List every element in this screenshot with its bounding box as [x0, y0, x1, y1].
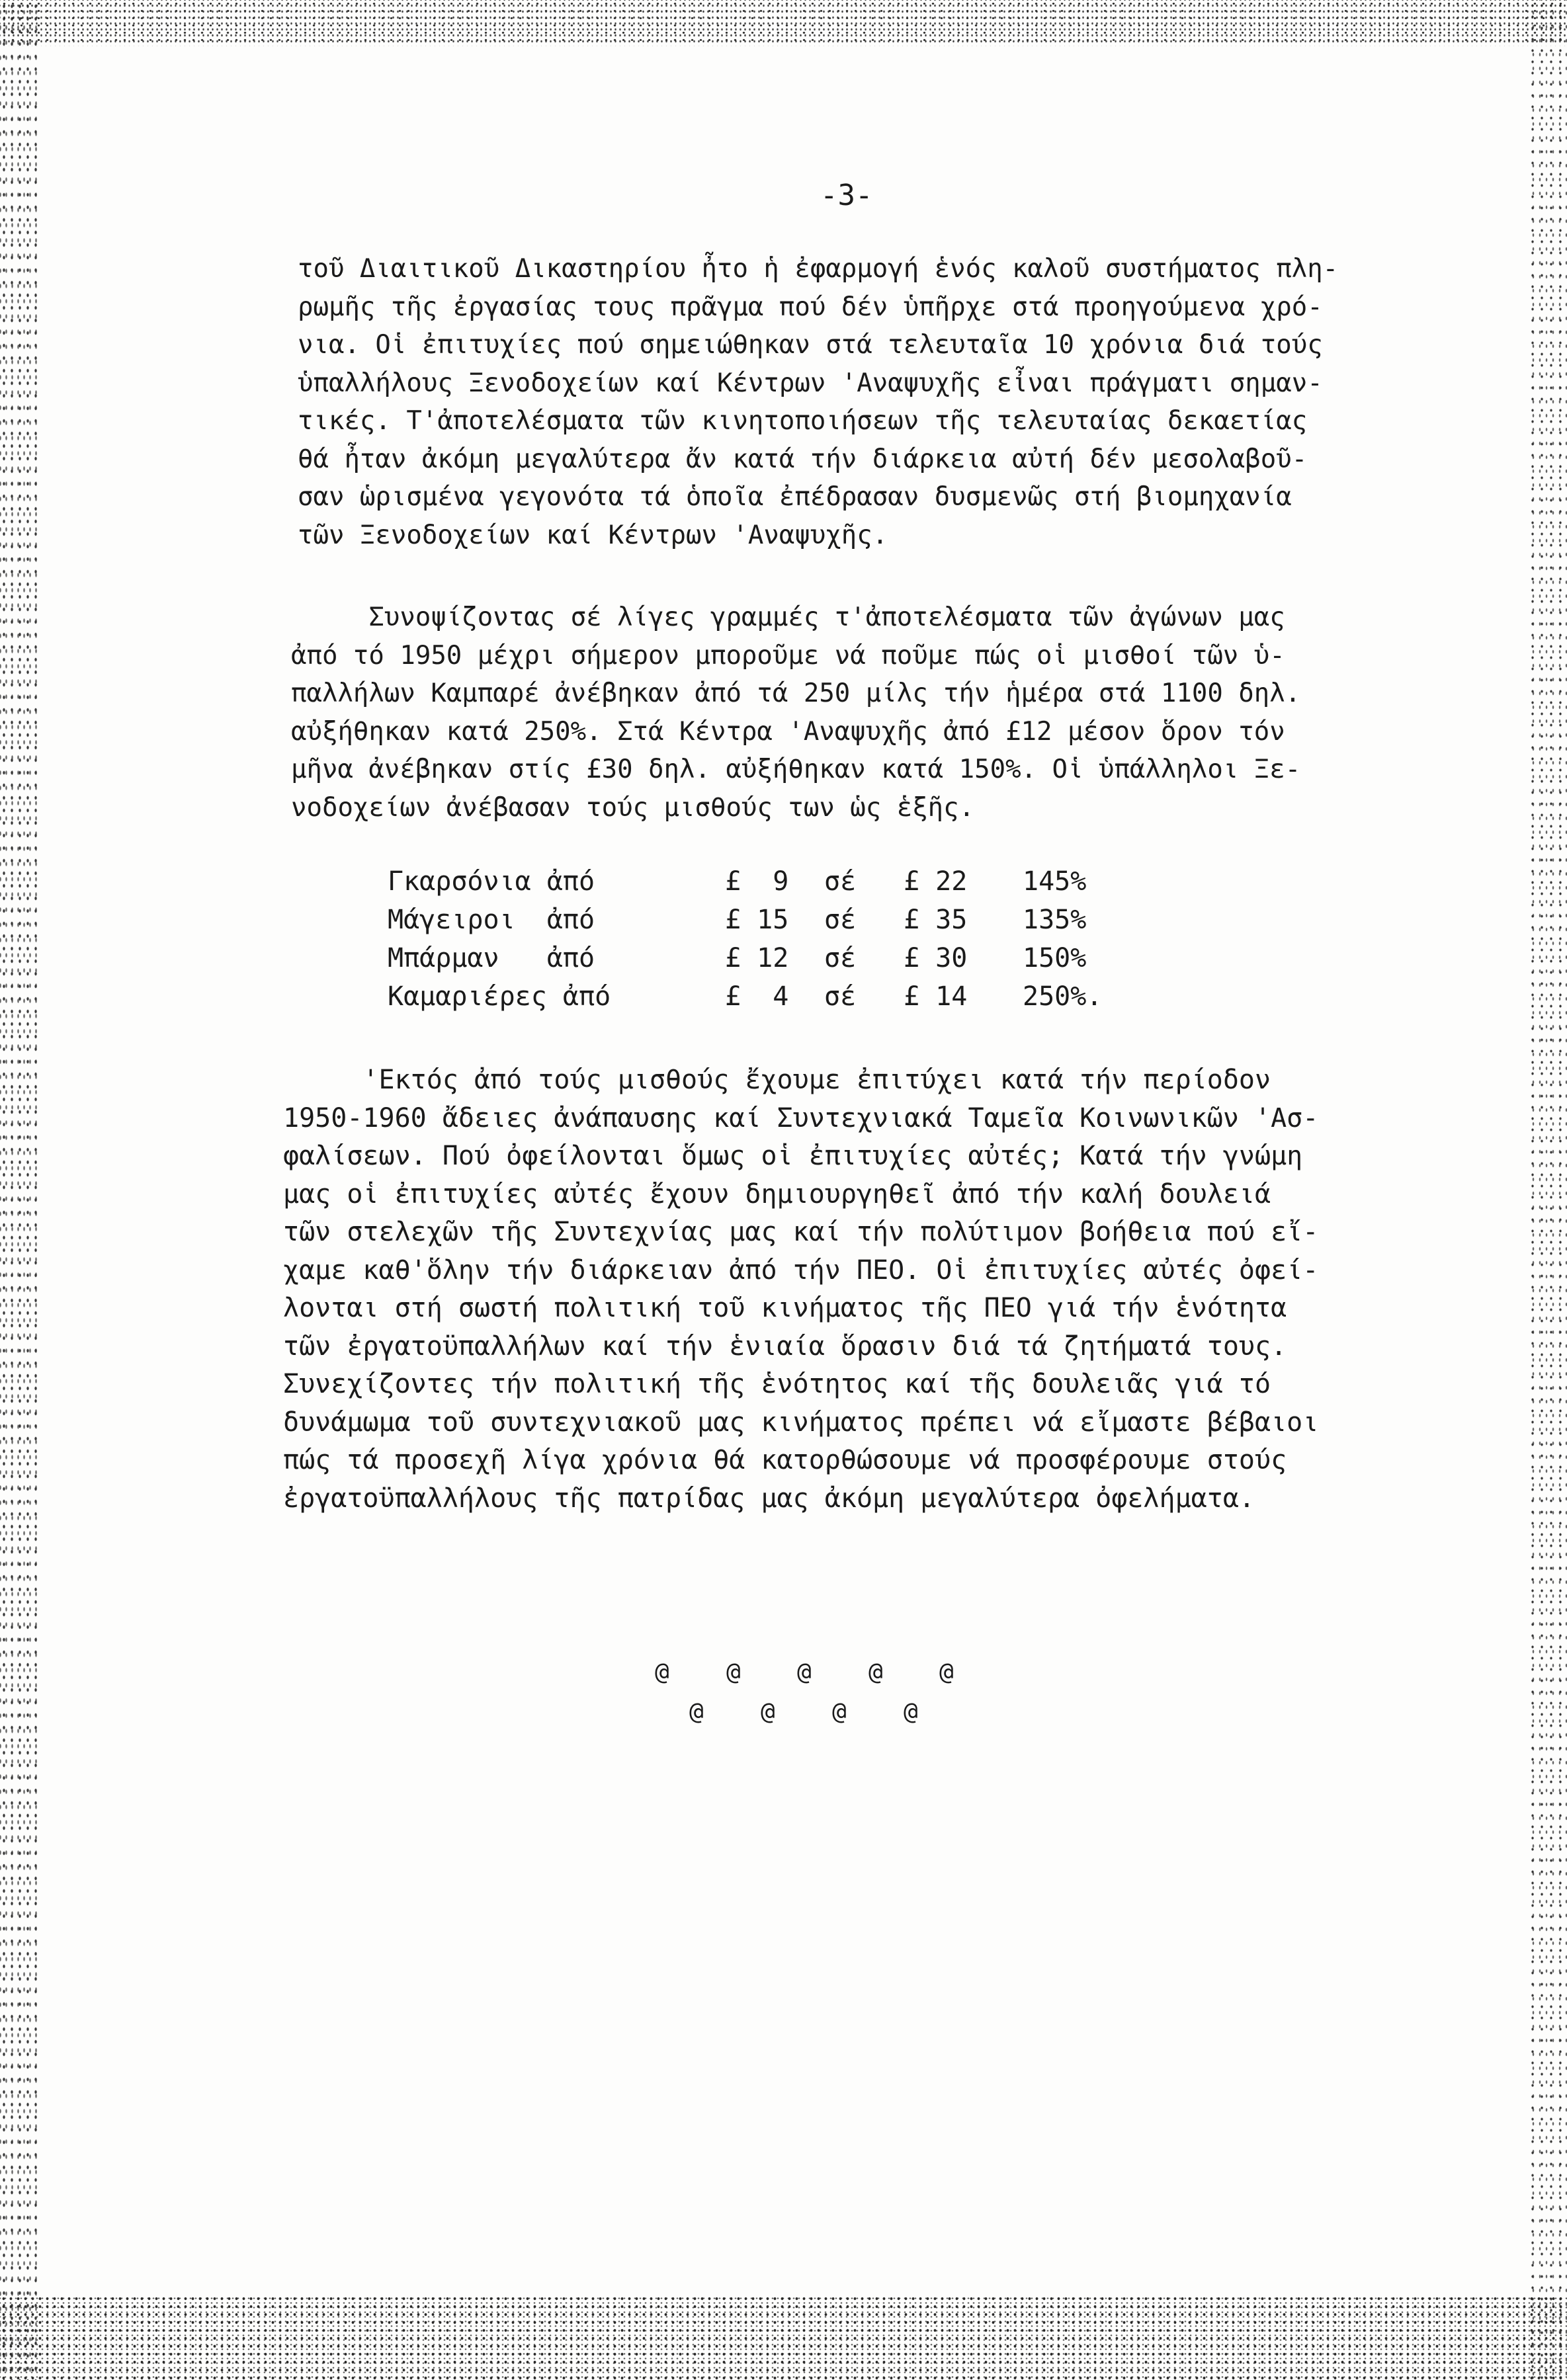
job-title: Μπάρμαν ἀπό: [388, 943, 595, 973]
text-line: ἀπό τό 1950 μέχρι σήμερον μποροῦμε νά ποῦμε πώς οἱ μισθοί τῶν ὑ-: [291, 640, 1285, 671]
text-line: Συνεχίζοντες τήν πολιτική τῆς ἑνότητος καί τῆς δουλειᾶς γιά τό: [283, 1369, 1271, 1399]
text-line: αὐξήθηκαν κατά 250%. Στά Κέντρα 'Αναψυχῆς ἀπό £12 μέσον ὅρον τόν: [291, 716, 1285, 747]
paragraph-intro: [298, 250, 1338, 554]
text-line: χαμε καθ'ὅλην τήν διάρκειαν ἀπό τήν ΠΕΟ. Οἱ ἐπιτυχίες αὐτές ὀφεί-: [283, 1254, 1319, 1286]
ornament-symbol: @: [655, 1659, 669, 1686]
wage-to: £ 22: [904, 866, 968, 897]
text-line: θά ἦταν ἀκόμη μεγαλύτερα ἄν κατά τήν διάρκεια αὐτή δέν μεσολαβοῦ-: [298, 444, 1308, 474]
scan-noise-right: [1528, 0, 1567, 2380]
text-line: σαν ὡρισμένα γεγονότα τά ὁποῖα ἐπέδρασαν δυσμενῶς στή βιομηχανία: [298, 482, 1292, 512]
wage-increase: 150%: [1023, 943, 1087, 973]
text-line: ὑπαλλήλους Ξενοδοχείων καί Κέντρων 'Αναψυχῆς εἶναι πράγματι σημαν-: [298, 368, 1323, 398]
text-line: λονται στή σωστή πολιτική τοῦ κινήματος τῆς ΠΕΟ γιά τήν ἑνότητα: [283, 1293, 1287, 1323]
wage-to-word: σέ: [824, 943, 857, 973]
text-line: Συνοψίζοντας σέ λίγες γραμμές τ'ἀποτελέσματα τῶν ἀγώνων μας: [291, 602, 1285, 632]
wage-to-word: σέ: [824, 981, 857, 1012]
ornament-symbol: @: [797, 1659, 812, 1686]
text-line: νοδοχείων ἀνέβασαν τούς μισθούς των ὡς ἑξῆς.: [291, 792, 975, 823]
job-title: Καμαριέρες ἀπό: [388, 981, 611, 1012]
wage-to: £ 14: [904, 981, 968, 1012]
text-line: παλλήλων Καμπαρέ ἀνέβηκαν ἀπό τά 250 μίλς τήν ἡμέρα στά 1100 δηλ.: [291, 678, 1301, 708]
ornament-symbol: @: [689, 1698, 704, 1725]
wage-increase: 250%.: [1023, 981, 1103, 1012]
wage-from: £ 12: [725, 943, 789, 973]
ornament-symbol: @: [939, 1659, 954, 1686]
text-line: 'Εκτός ἀπό τούς μισθούς ἔχουμε ἐπιτύχει κατά τήν περίοδον: [283, 1065, 1271, 1095]
ornament-symbol: @: [761, 1698, 775, 1725]
wage-from: £ 15: [725, 905, 789, 935]
job-title: Γκαρσόνια ἀπό: [388, 866, 595, 897]
wage-to-word: σέ: [824, 905, 857, 935]
wage-to: £ 35: [904, 905, 968, 935]
scan-noise-left: [0, 0, 40, 2380]
text-line: μας οἱ ἐπιτυχίες αὐτές ἔχουν δημιουργηθεῖ ἀπό τήν καλή δουλειά: [283, 1178, 1271, 1210]
text-line: τοῦ Διαιτικοῦ Δικαστηρίου ἦτο ἡ ἐφαρμογή ἑνός καλοῦ συστήματος πλη-: [298, 254, 1339, 284]
ornament-symbol: @: [904, 1698, 918, 1725]
text-line: μῆνα ἀνέβηκαν στίς £30 δηλ. αὐξήθηκαν κατά 150%. Οἱ ὑπάλληλοι Ξε-: [291, 755, 1301, 784]
text-line: πώς τά προσεχῆ λίγα χρόνια θά κατορθώσουμε νά προσφέρουμε στούς: [283, 1445, 1287, 1475]
text-line: νια. Οἱ ἐπιτυχίες πού σημειώθηκαν στά τελευταῖα 10 χρόνια διά τούς: [298, 330, 1323, 360]
paragraph-conclusion: [283, 1061, 1318, 1518]
text-line: δυνάμωμα τοῦ συντεχνιακοῦ μας κινήματος πρέπει νά εἴμαστε βέβαιοι: [283, 1407, 1319, 1438]
page-number: -3-: [820, 179, 873, 212]
scan-noise-top: [0, 0, 1567, 46]
job-title: Μάγειροι ἀπό: [388, 905, 595, 935]
text-line: φαλίσεων. Πού ὀφείλονται ὅμως οἱ ἐπιτυχίες αὐτές; Κατά τήν γνώμη: [283, 1141, 1303, 1171]
wage-increase: 145%: [1023, 866, 1087, 897]
text-line: τῶν Ξενοδοχείων καί Κέντρων 'Αναψυχῆς.: [298, 520, 888, 550]
text-line: τῶν ἐργατοϋπαλλήλων καί τήν ἑνιαία ὅρασιν διά τά ζητήματά τους.: [283, 1331, 1287, 1362]
paragraph-summary: [291, 598, 1300, 827]
wage-from: £ 4: [725, 981, 789, 1012]
text-line: ἐργατοϋπαλλήλους τῆς πατρίδας μας ἀκόμη μεγαλύτερα ὀφελήματα.: [283, 1483, 1255, 1514]
ornament-symbol: @: [726, 1659, 741, 1686]
wage-from: £ 9: [725, 866, 789, 897]
text-line: τικές. Τ'ἀποτελέσματα τῶν κινητοποιήσεων τῆς τελευταίας δεκαετίας: [298, 406, 1308, 436]
wage-to: £ 30: [904, 943, 968, 973]
ornament-symbol: @: [868, 1659, 883, 1686]
text-line: τῶν στελεχῶν τῆς Συντεχνίας μας καί τήν πολύτιμον βοήθεια πού εἴ-: [283, 1217, 1319, 1247]
text-line: 1950-1960 ἄδειες ἀνάπαυσης καί Συντεχνιακά Ταμεῖα Κοινωνικῶν 'Ασ-: [283, 1102, 1319, 1133]
ornament-symbol: @: [832, 1698, 847, 1725]
scan-noise-bottom: [0, 2295, 1567, 2380]
wage-to-word: σέ: [824, 866, 857, 897]
text-line: ρωμῆς τῆς ἐργασίας τους πρᾶγμα πού δέν ὑπῆρχε στά προηγούμενα χρό-: [298, 292, 1323, 322]
wage-increase: 135%: [1023, 905, 1087, 935]
